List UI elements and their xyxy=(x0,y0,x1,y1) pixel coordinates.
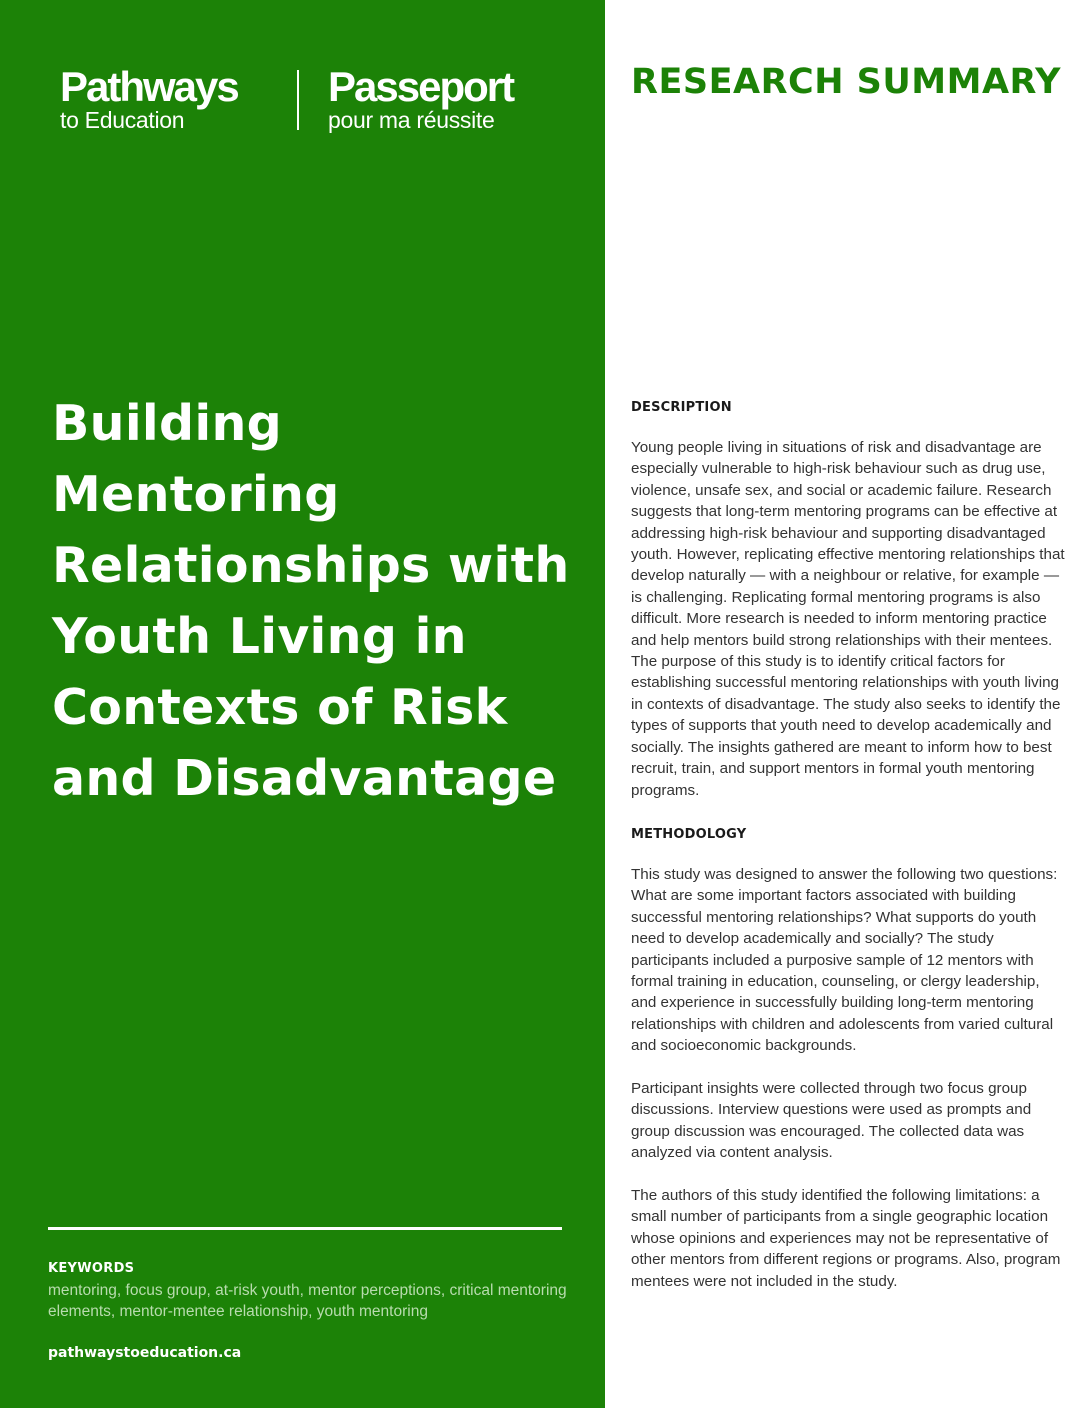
passeport-logo-sub: pour ma réussite xyxy=(328,107,495,133)
website-link[interactable]: pathwaystoeducation.ca xyxy=(48,1345,242,1361)
pathways-logo-main: Pathways xyxy=(60,63,238,110)
passeport-logo xyxy=(328,63,514,133)
research-summary-heading: RESEARCH SUMMARY xyxy=(631,62,1061,102)
keywords-label: KEYWORDS xyxy=(48,1261,135,1276)
keywords-divider xyxy=(48,1227,562,1230)
description-text: Young people living in situations of risk and disadvantage are especially vulnerable to high-risk behaviour such as drug use, violence, unsafe sex, and social or academic failure. Research suggests that long-term mentoring programs can be effective at addressing high-risk behaviour and supporting disadvantaged youth. However, replicating effective mentoring relationships that develop naturally — with a neighbour or relative, for example — is challenging. Replicating formal mentoring programs is also difficult. More research is needed to inform mentoring practice and help mentors build strong relationships with their mentees. The purpose of this study is to identify critical factors for establishing successful mentoring relationships with youth living in contexts of disadvantage. The study also seeks to identify the types of supports that youth need to develop academically and socially. The insights gathered are meant to inform how to best recruit, train, and support mentors in formal youth mentoring programs. xyxy=(631,439,1065,799)
keywords-text: mentoring, focus group, at-risk youth, mentor perceptions, critical mentoring elements, mentor-mentee relationship, youth mentoring xyxy=(48,1282,567,1320)
methodology-paragraph-1: This study was designed to answer the following two questions: What are some important factors associated with building successful mentoring relationships? What supports do youth need to develop academically and socially? The study participants included a purposive sample of 12 mentors with formal training in education, counseling, or clergy leadership, and experience in successfully building long-term mentoring relationships with children and adolescents from varied cultural and socioeconomic backgrounds. xyxy=(631,865,1058,1055)
pathways-logo-sub: to Education xyxy=(60,107,185,133)
description-label: DESCRIPTION xyxy=(631,400,732,415)
summary-panel xyxy=(605,0,1088,1408)
summary-content xyxy=(631,400,1066,1292)
methodology-paragraph-2: Participant insights were collected through two focus group discussions. Interview questions were used as prompts and group discussion was encouraged. The collected data was analyzed via content analysis. xyxy=(631,1079,1032,1162)
methodology-paragraph-3: The authors of this study identified the following limitations: a small number of participants from a single geographic location whose opinions and experiences may not be representative of other mentors from different regions or programs. Also, program mentees were not included in the study. xyxy=(631,1186,1061,1290)
methodology-label: METHODOLOGY xyxy=(631,826,747,842)
pathways-logo xyxy=(60,63,238,133)
passeport-logo-main: Passeport xyxy=(328,63,514,110)
logo-divider xyxy=(297,70,299,130)
document-title: Building Mentoring Relationships with Youth Living in Contexts of Risk and Disadvantage xyxy=(52,395,570,807)
